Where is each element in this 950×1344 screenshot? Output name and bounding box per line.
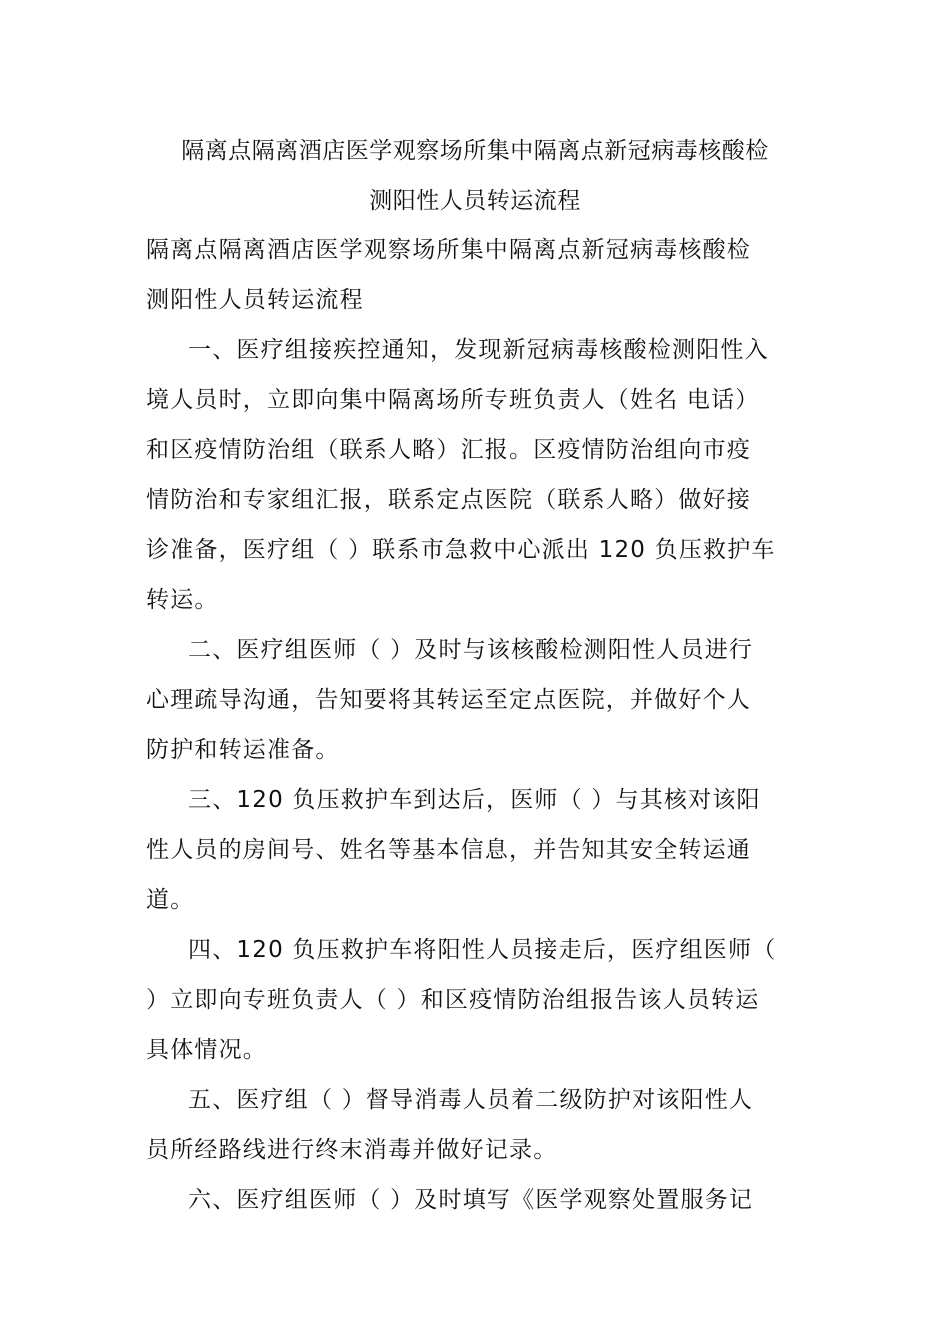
paragraph-1-line-6: 转运。 — [146, 587, 219, 613]
document-title-line-2: 测阳性人员转运流程 — [369, 188, 581, 214]
document-title-line-1: 隔离点隔离酒店医学观察场所集中隔离点新冠病毒核酸检 — [181, 138, 769, 164]
paragraph-2-line-1: 二、医疗组医师（ ）及时与该核酸检测阳性人员进行 — [188, 637, 754, 663]
paragraph-4-line-3: 具体情况。 — [146, 1037, 267, 1063]
paragraph-4-line-2: ）立即向专班负责人（ ）和区疫情防治组报告该人员转运 — [146, 987, 760, 1013]
paragraph-1-line-5: 诊准备，医疗组（ ）联系市急救中心派出 120 负压救护车 — [146, 537, 776, 563]
paragraph-2-line-2: 心理疏导沟通，告知要将其转运至定点医院，并做好个人 — [146, 687, 751, 713]
paragraph-1-line-2: 境人员时，立即向集中隔离场所专班负责人（姓名 电话） — [146, 387, 760, 413]
paragraph-1-line-1: 一、医疗组接疾控通知，发现新冠病毒核酸检测阳性入 — [188, 337, 769, 363]
paragraph-1-line-4: 情防治和专家组汇报，联系定点医院（联系人略）做好接 — [146, 487, 751, 513]
paragraph-3-line-3: 道。 — [146, 887, 195, 913]
paragraph-6-line-1: 六、医疗组医师（ ）及时填写《医学观察处置服务记 — [188, 1187, 754, 1213]
paragraph-4-line-1: 四、120 负压救护车将阳性人员接走后，医疗组医师（ — [188, 937, 777, 963]
subtitle-line-2: 测阳性人员转运流程 — [146, 287, 364, 313]
paragraph-3-line-1: 三、120 负压救护车到达后，医师（ ）与其核对该阳 — [188, 787, 761, 813]
paragraph-1-line-3: 和区疫情防治组（联系人略）汇报。区疫情防治组向市疫 — [146, 437, 751, 463]
paragraph-5-line-1: 五、医疗组（ ）督导消毒人员着二级防护对该阳性人 — [188, 1087, 754, 1113]
paragraph-3-line-2: 性人员的房间号、姓名等基本信息，并告知其安全转运通 — [146, 837, 751, 863]
paragraph-2-line-3: 防护和转运准备。 — [146, 737, 340, 763]
subtitle-line-1: 隔离点隔离酒店医学观察场所集中隔离点新冠病毒核酸检 — [146, 237, 751, 263]
paragraph-5-line-2: 员所经路线进行终末消毒并做好记录。 — [146, 1137, 558, 1163]
